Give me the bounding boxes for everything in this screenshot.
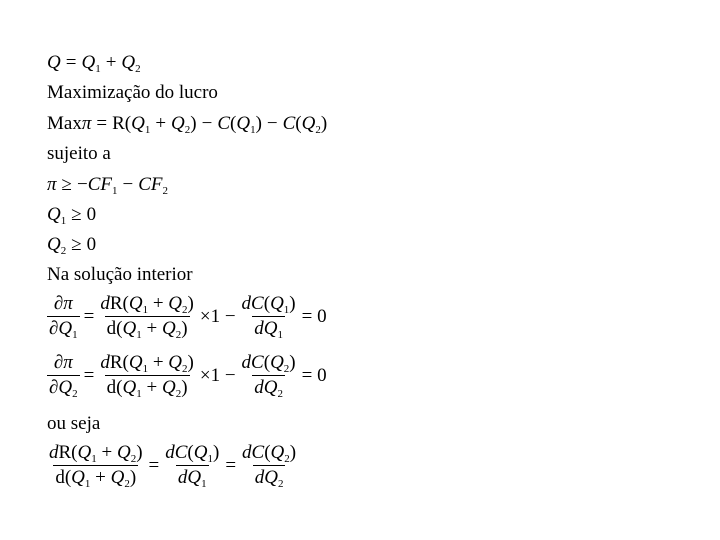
fraction-dr: $\frac{dR(Q_1 + Q_2)}{d(Q_1 + Q_2)}$: [100, 293, 194, 341]
fraction-dc-q1: $\frac{dC(Q_1)}{dQ_1}$: [241, 293, 296, 341]
equation-foc-q2: $\frac{\partial\pi}{\partial Q_2}$ = $\frac{dR(Q_1 + Q_2)}{d(Q_1 + Q_2)}$ ×1 − $\frac{dC(Q_2)}{dQ_2}$ = 0: [49, 352, 327, 400]
fraction-dr: $\frac{dR(Q_1 + Q_2)}{d(Q_1 + Q_2)}$: [100, 352, 194, 400]
fraction-dpi-dq2: $\frac{\partial\pi}{\partial Q_2}$: [49, 352, 78, 400]
constraint-q2: $Q_2 \ge 0$: [47, 234, 97, 257]
constraint-q1: $Q_1 \ge 0$: [47, 204, 97, 227]
fraction-dc-q2: $\frac{dC(Q_2)}{dQ_2}$: [241, 352, 296, 400]
fraction-dr: $\frac{dR(Q_1 + Q_2)}{d(Q_1 + Q_2)}$: [49, 442, 143, 490]
label-sujeito-a: sujeito a: [47, 143, 111, 164]
equation-max-profit: $Max\pi = R(Q_1 + Q_2) - C(Q_1) - C(Q_2)$: [47, 113, 328, 136]
heading-maximizacao: Maximização do lucro: [47, 82, 218, 103]
constraint-profit: $\pi \ge -CF_1 - CF_2$: [47, 174, 168, 197]
equation-equal-marginal: $\frac{dR(Q_1 + Q_2)}{d(Q_1 + Q_2)}$ = $\frac{dC(Q_1)}{dQ_1}$ = $\frac{dC(Q_2)}{dQ_2}$: [49, 442, 297, 490]
label-ou-seja: ou seja: [47, 413, 101, 434]
label-solucao-interior: Na solução interior: [47, 264, 193, 285]
equation-q-sum: $Q = Q_1 + Q_2$: [47, 52, 141, 75]
equation-foc-q1: $\frac{\partial\pi}{\partial Q_1}$ = $\frac{dR(Q_1 + Q_2)}{d(Q_1 + Q_2)}$ ×1 − $\frac{dC(Q_1)}{dQ_1}$ = 0: [49, 293, 327, 341]
fraction-dc-q2: $\frac{dC(Q_2)}{dQ_2}$: [242, 442, 297, 490]
fraction-dpi-dq1: $\frac{\partial\pi}{\partial Q_1}$: [49, 293, 78, 341]
fraction-dc-q1: $\frac{dC(Q_1)}{dQ_1}$: [165, 442, 220, 490]
